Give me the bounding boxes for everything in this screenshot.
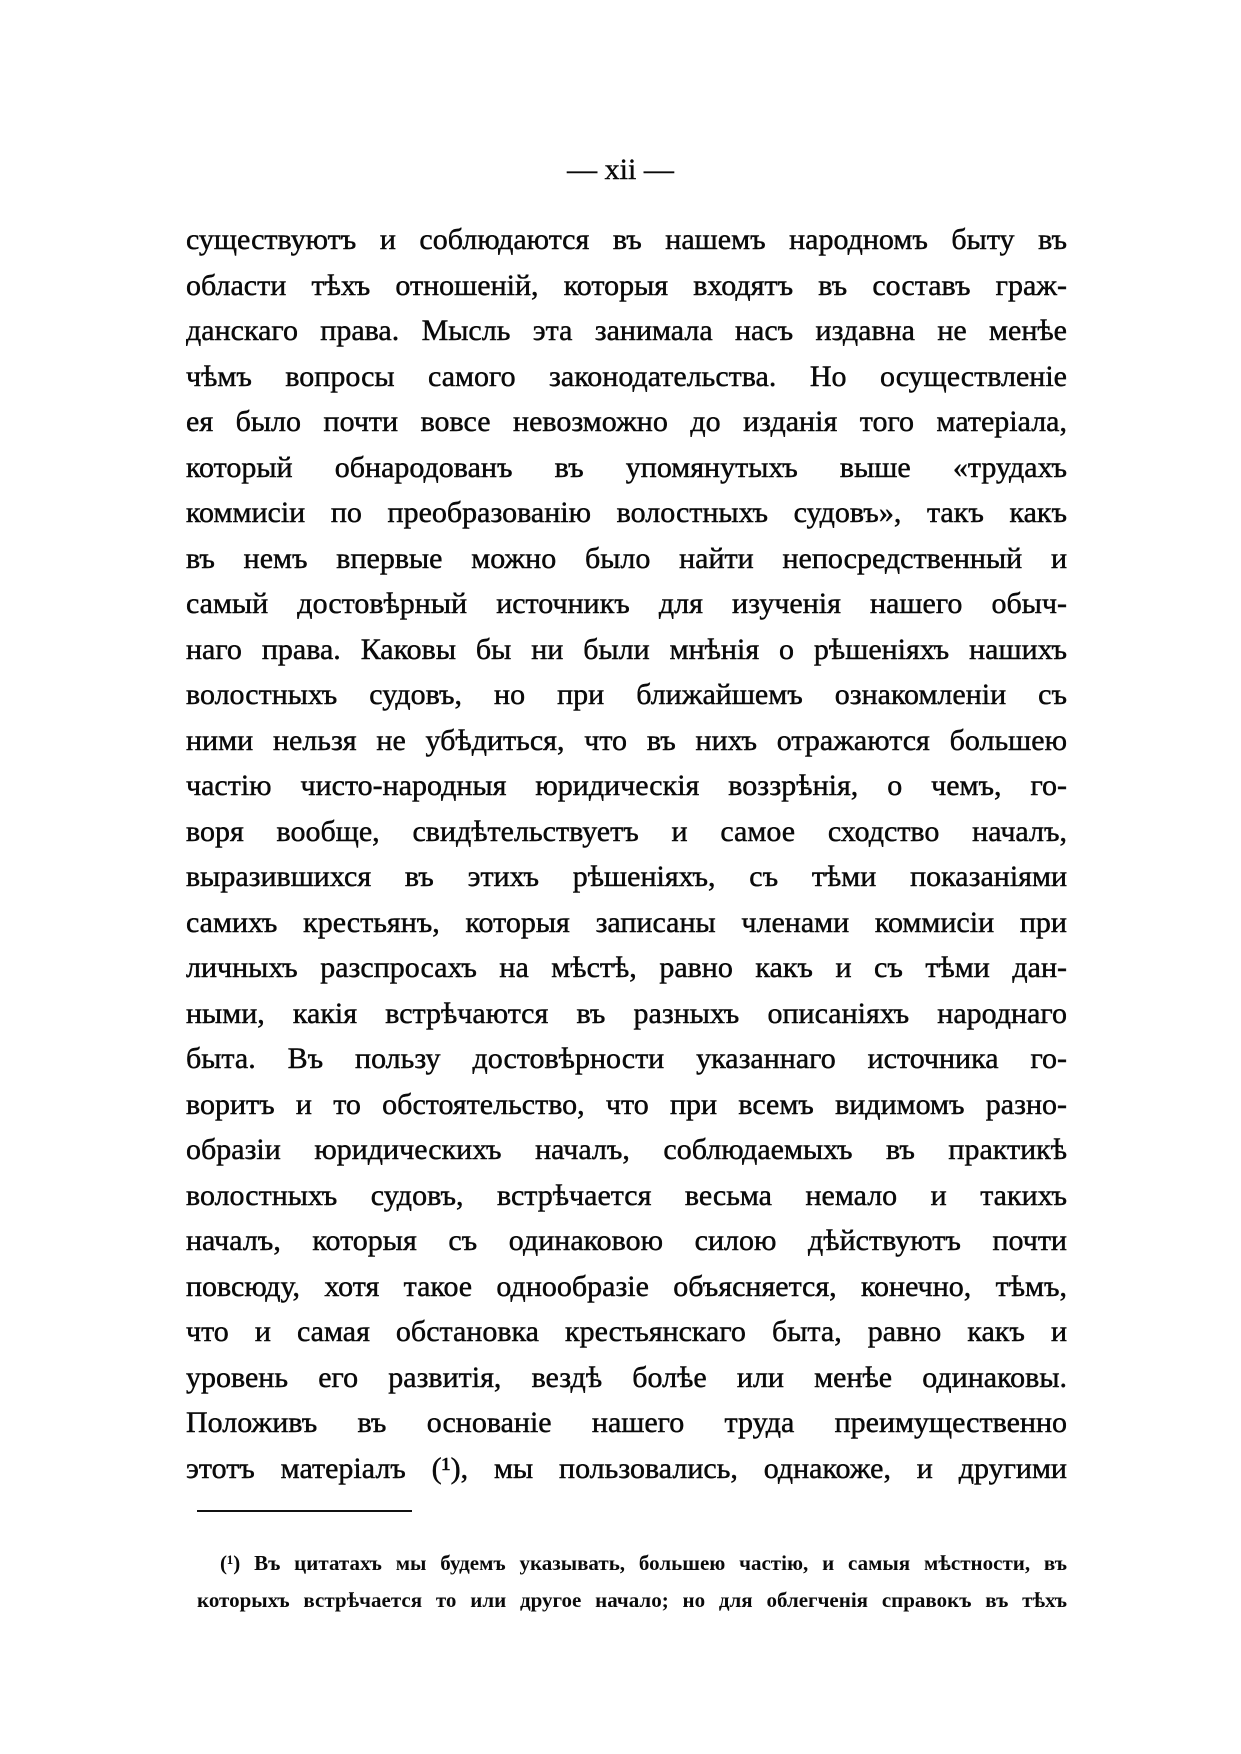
body-line: волостныхъ судовъ, встрѣчается весьма немало и такихъ — [186, 1178, 1067, 1212]
body-line: существуютъ и соблюдаются въ нашемъ народномъ быту въ — [186, 223, 1067, 256]
body-line: частію чисто-народныя юридическія воззрѣнія, о чемъ, го- — [186, 769, 1067, 802]
body-line: этотъ матеріалъ (¹), мы пользовались, однакоже, и другими — [186, 1451, 1067, 1485]
body-line: волостныхъ судовъ, но при ближайшемъ ознакомленіи съ — [186, 678, 1067, 711]
body-line: данскаго права. Мысль эта занимала насъ издавна не менѣе — [186, 314, 1067, 347]
body-line: быта. Въ пользу достовѣрности указаннаго источника го- — [186, 1042, 1067, 1075]
footnote-divider — [197, 1510, 412, 1512]
body-line: области тѣхъ отношеній, которыя входятъ въ составъ граж- — [186, 268, 1067, 302]
body-line: ними нельзя не убѣдиться, что въ нихъ отражаются большею — [186, 723, 1067, 757]
body-line: ными, какія встрѣчаются въ разныхъ описаніяхъ народнаго — [186, 996, 1067, 1030]
body-line: повсюду, хотя такое однообразіе объясняется, конечно, тѣмъ, — [186, 1269, 1067, 1303]
body-line: воритъ и то обстоятельство, что при всемъ видимомъ разно- — [186, 1087, 1067, 1121]
footnote-line: (¹) Въ цитатахъ мы будемъ указывать, большею частію, и самыя мѣстности, въ — [220, 1551, 1067, 1575]
body-line: образіи юридическихъ началъ, соблюдаемыхъ въ практикѣ — [186, 1133, 1067, 1166]
body-line: личныхъ разспросахъ на мѣстѣ, равно какъ и съ тѣми дан- — [186, 951, 1067, 984]
body-line: что и самая обстановка крестьянскаго быта, равно какъ и — [186, 1315, 1067, 1348]
body-line: воря вообще, свидѣтельствуетъ и самое сходство началъ, — [186, 814, 1067, 848]
body-line: самихъ крестьянъ, которыя записаны членами коммисіи при — [186, 905, 1067, 939]
body-text — [186, 217, 1067, 1491]
body-line: выразившихся въ этихъ рѣшеніяхъ, съ тѣми показаніями — [186, 860, 1067, 893]
body-line: въ немъ впервые можно было найти непосредственный и — [186, 541, 1067, 575]
footnotes — [197, 1545, 1067, 1619]
body-line: уровень его развитія, вездѣ болѣе или менѣе одинаковы. — [186, 1360, 1067, 1394]
body-line: началъ, которыя съ одинаковою силою дѣйствуютъ почти — [186, 1224, 1067, 1257]
body-line: Положивъ въ основаніе нашего труда преимущественно — [186, 1406, 1067, 1439]
body-line: самый достовѣрный источникъ для изученія нашего обыч- — [186, 587, 1067, 620]
body-line: ея было почти вовсе невозможно до изданія того матеріала, — [186, 405, 1067, 438]
page-number: — xii — — [567, 153, 674, 186]
body-line: который обнародованъ въ упомянутыхъ выше «трудахъ — [186, 450, 1067, 484]
body-line: наго права. Каковы бы ни были мнѣнія о рѣшеніяхъ нашихъ — [186, 632, 1067, 666]
body-line: чѣмъ вопросы самого законодательства. Но осуществленіе — [186, 359, 1067, 393]
footnote-line: которыхъ встрѣчается то или другое начало; но для облегченія справокъ въ тѣхъ — [197, 1588, 1067, 1612]
body-line: коммисіи по преобразованію волостныхъ судовъ», такъ какъ — [186, 496, 1067, 529]
